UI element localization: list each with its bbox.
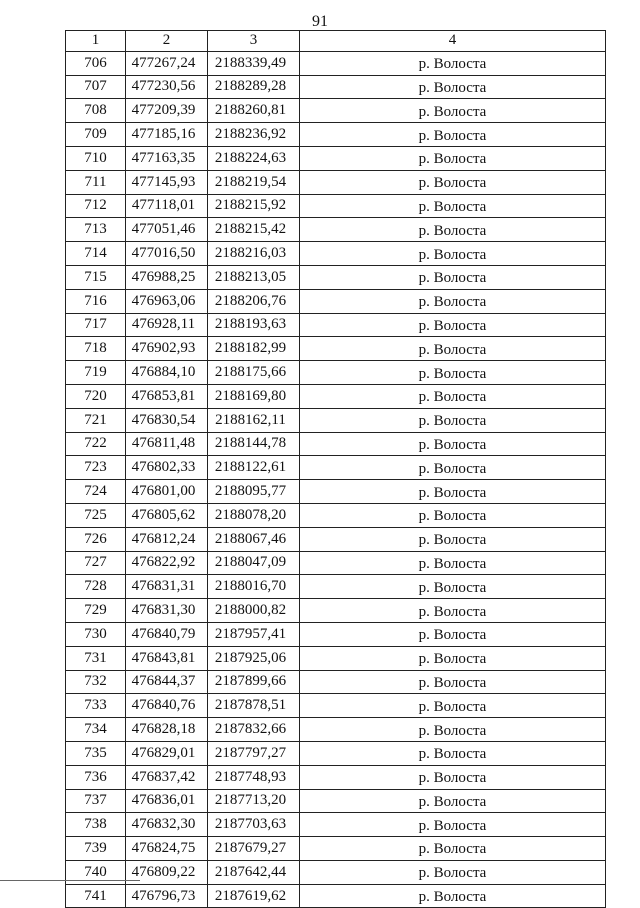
coord-y-cell: 2188016,70 [208, 575, 300, 599]
coord-x-cell: 477118,01 [126, 194, 208, 218]
description-cell: р. Волоста [300, 456, 606, 480]
description-cell: р. Волоста [300, 741, 606, 765]
description-cell: р. Волоста [300, 337, 606, 361]
description-cell: р. Волоста [300, 718, 606, 742]
coord-y-cell: 2187748,93 [208, 765, 300, 789]
coord-y-cell: 2187899,66 [208, 670, 300, 694]
point-number-cell: 730 [66, 622, 126, 646]
coord-x-cell: 476822,92 [126, 551, 208, 575]
table-row [66, 718, 606, 742]
table-row [66, 646, 606, 670]
coord-y-cell: 2188122,61 [208, 456, 300, 480]
description-cell: р. Волоста [300, 503, 606, 527]
table-row [66, 218, 606, 242]
point-number-cell: 736 [66, 765, 126, 789]
coord-y-cell: 2188144,78 [208, 432, 300, 456]
coord-x-cell: 476843,81 [126, 646, 208, 670]
coord-x-cell: 476831,30 [126, 599, 208, 623]
point-number-cell: 716 [66, 289, 126, 313]
coord-y-cell: 2188289,28 [208, 75, 300, 99]
coord-y-cell: 2188236,92 [208, 123, 300, 147]
description-cell: р. Волоста [300, 242, 606, 266]
coord-x-cell: 476805,62 [126, 503, 208, 527]
description-cell: р. Волоста [300, 813, 606, 837]
coord-x-cell: 476832,30 [126, 813, 208, 837]
coord-y-cell: 2188215,42 [208, 218, 300, 242]
point-number-cell: 721 [66, 408, 126, 432]
description-cell: р. Волоста [300, 361, 606, 385]
page-number: 91 [312, 13, 328, 30]
description-cell: р. Волоста [300, 551, 606, 575]
point-number-cell: 738 [66, 813, 126, 837]
table-row [66, 265, 606, 289]
coord-y-cell: 2187878,51 [208, 694, 300, 718]
point-number-cell: 724 [66, 480, 126, 504]
coord-y-cell: 2187642,44 [208, 860, 300, 884]
table-row [66, 337, 606, 361]
coord-y-cell: 2188224,63 [208, 146, 300, 170]
point-number-cell: 740 [66, 860, 126, 884]
coord-y-cell: 2187957,41 [208, 622, 300, 646]
coord-x-cell: 476963,06 [126, 289, 208, 313]
table-row [66, 860, 606, 884]
point-number-cell: 707 [66, 75, 126, 99]
coord-y-cell: 2188067,46 [208, 527, 300, 551]
coord-x-cell: 477267,24 [126, 51, 208, 75]
coord-y-cell: 2188162,11 [208, 408, 300, 432]
coord-y-cell: 2188000,82 [208, 599, 300, 623]
point-number-cell: 713 [66, 218, 126, 242]
point-number-cell: 725 [66, 503, 126, 527]
description-cell: р. Волоста [300, 289, 606, 313]
table-row [66, 146, 606, 170]
table-row [66, 242, 606, 266]
coord-x-cell: 476829,01 [126, 741, 208, 765]
header-col-4: 4 [300, 31, 606, 52]
table-row [66, 194, 606, 218]
table-header [66, 31, 606, 52]
description-cell: р. Волоста [300, 480, 606, 504]
coord-y-cell: 2187797,27 [208, 741, 300, 765]
coord-x-cell: 476928,11 [126, 313, 208, 337]
point-number-cell: 732 [66, 670, 126, 694]
table-row [66, 456, 606, 480]
description-cell: р. Волоста [300, 575, 606, 599]
coord-x-cell: 477209,39 [126, 99, 208, 123]
point-number-cell: 715 [66, 265, 126, 289]
coord-x-cell: 476853,81 [126, 384, 208, 408]
point-number-cell: 726 [66, 527, 126, 551]
point-number-cell: 719 [66, 361, 126, 385]
coord-x-cell: 476828,18 [126, 718, 208, 742]
header-col-3: 3 [208, 31, 300, 52]
table-row [66, 75, 606, 99]
coord-y-cell: 2188095,77 [208, 480, 300, 504]
coord-x-cell: 476836,01 [126, 789, 208, 813]
description-cell: р. Волоста [300, 765, 606, 789]
coord-y-cell: 2188260,81 [208, 99, 300, 123]
coord-y-cell: 2188339,49 [208, 51, 300, 75]
coord-y-cell: 2188175,66 [208, 361, 300, 385]
description-cell: р. Волоста [300, 146, 606, 170]
table-row [66, 551, 606, 575]
point-number-cell: 734 [66, 718, 126, 742]
coord-x-cell: 477185,16 [126, 123, 208, 147]
coordinates-table [65, 30, 606, 908]
description-cell: р. Волоста [300, 646, 606, 670]
header-row [66, 31, 606, 52]
table-row [66, 123, 606, 147]
coord-y-cell: 2187832,66 [208, 718, 300, 742]
table-row [66, 741, 606, 765]
point-number-cell: 737 [66, 789, 126, 813]
footnote-divider [0, 880, 140, 881]
description-cell: р. Волоста [300, 99, 606, 123]
coord-x-cell: 476809,22 [126, 860, 208, 884]
coord-x-cell: 476824,75 [126, 837, 208, 861]
description-cell: р. Волоста [300, 837, 606, 861]
table-row [66, 170, 606, 194]
point-number-cell: 709 [66, 123, 126, 147]
coord-y-cell: 2187679,27 [208, 837, 300, 861]
coord-x-cell: 476844,37 [126, 670, 208, 694]
coord-y-cell: 2188219,54 [208, 170, 300, 194]
point-number-cell: 718 [66, 337, 126, 361]
point-number-cell: 729 [66, 599, 126, 623]
point-number-cell: 714 [66, 242, 126, 266]
description-cell: р. Волоста [300, 194, 606, 218]
description-cell: р. Волоста [300, 313, 606, 337]
coord-x-cell: 477230,56 [126, 75, 208, 99]
table-row [66, 884, 606, 908]
coord-y-cell: 2188213,05 [208, 265, 300, 289]
table-row [66, 480, 606, 504]
point-number-cell: 722 [66, 432, 126, 456]
coord-x-cell: 476988,25 [126, 265, 208, 289]
coord-y-cell: 2187713,20 [208, 789, 300, 813]
table-row [66, 575, 606, 599]
table-row [66, 813, 606, 837]
point-number-cell: 712 [66, 194, 126, 218]
description-cell: р. Волоста [300, 694, 606, 718]
coord-y-cell: 2187925,06 [208, 646, 300, 670]
point-number-cell: 708 [66, 99, 126, 123]
description-cell: р. Волоста [300, 75, 606, 99]
point-number-cell: 723 [66, 456, 126, 480]
coord-x-cell: 476811,48 [126, 432, 208, 456]
table-row [66, 313, 606, 337]
coord-y-cell: 2188169,80 [208, 384, 300, 408]
coord-x-cell: 476796,73 [126, 884, 208, 908]
description-cell: р. Волоста [300, 218, 606, 242]
coord-y-cell: 2188047,09 [208, 551, 300, 575]
point-number-cell: 728 [66, 575, 126, 599]
point-number-cell: 710 [66, 146, 126, 170]
coord-x-cell: 476801,00 [126, 480, 208, 504]
description-cell: р. Волоста [300, 622, 606, 646]
coord-x-cell: 477163,35 [126, 146, 208, 170]
table-row [66, 599, 606, 623]
description-cell: р. Волоста [300, 265, 606, 289]
coord-x-cell: 476831,31 [126, 575, 208, 599]
description-cell: р. Волоста [300, 527, 606, 551]
coord-y-cell: 2188215,92 [208, 194, 300, 218]
description-cell: р. Волоста [300, 123, 606, 147]
table-row [66, 408, 606, 432]
coord-x-cell: 476840,76 [126, 694, 208, 718]
coord-y-cell: 2188193,63 [208, 313, 300, 337]
table-row [66, 694, 606, 718]
table-row [66, 837, 606, 861]
table-row [66, 765, 606, 789]
table-row [66, 527, 606, 551]
coord-y-cell: 2188182,99 [208, 337, 300, 361]
description-cell: р. Волоста [300, 408, 606, 432]
table-row [66, 384, 606, 408]
point-number-cell: 735 [66, 741, 126, 765]
point-number-cell: 717 [66, 313, 126, 337]
coord-y-cell: 2188216,03 [208, 242, 300, 266]
header-col-2: 2 [126, 31, 208, 52]
coord-y-cell: 2187619,62 [208, 884, 300, 908]
table-row [66, 51, 606, 75]
point-number-cell: 720 [66, 384, 126, 408]
description-cell: р. Волоста [300, 384, 606, 408]
coord-x-cell: 476884,10 [126, 361, 208, 385]
coord-x-cell: 476812,24 [126, 527, 208, 551]
coord-x-cell: 477051,46 [126, 218, 208, 242]
header-col-1: 1 [66, 31, 126, 52]
coord-y-cell: 2188206,76 [208, 289, 300, 313]
coord-y-cell: 2188078,20 [208, 503, 300, 527]
description-cell: р. Волоста [300, 432, 606, 456]
coord-y-cell: 2187703,63 [208, 813, 300, 837]
table-row [66, 361, 606, 385]
table-row [66, 622, 606, 646]
table-row [66, 503, 606, 527]
description-cell: р. Волоста [300, 170, 606, 194]
table-body [66, 51, 606, 908]
point-number-cell: 706 [66, 51, 126, 75]
point-number-cell: 731 [66, 646, 126, 670]
description-cell: р. Волоста [300, 51, 606, 75]
coord-x-cell: 477145,93 [126, 170, 208, 194]
table-row [66, 670, 606, 694]
description-cell: р. Волоста [300, 670, 606, 694]
table-row [66, 789, 606, 813]
coord-x-cell: 476837,42 [126, 765, 208, 789]
coord-x-cell: 476830,54 [126, 408, 208, 432]
description-cell: р. Волоста [300, 789, 606, 813]
point-number-cell: 733 [66, 694, 126, 718]
point-number-cell: 711 [66, 170, 126, 194]
table-row [66, 432, 606, 456]
description-cell: р. Волоста [300, 884, 606, 908]
point-number-cell: 739 [66, 837, 126, 861]
table-row [66, 99, 606, 123]
point-number-cell: 741 [66, 884, 126, 908]
table-row [66, 289, 606, 313]
coord-x-cell: 476802,33 [126, 456, 208, 480]
description-cell: р. Волоста [300, 599, 606, 623]
description-cell: р. Волоста [300, 860, 606, 884]
coord-x-cell: 476902,93 [126, 337, 208, 361]
point-number-cell: 727 [66, 551, 126, 575]
coord-x-cell: 477016,50 [126, 242, 208, 266]
coord-x-cell: 476840,79 [126, 622, 208, 646]
